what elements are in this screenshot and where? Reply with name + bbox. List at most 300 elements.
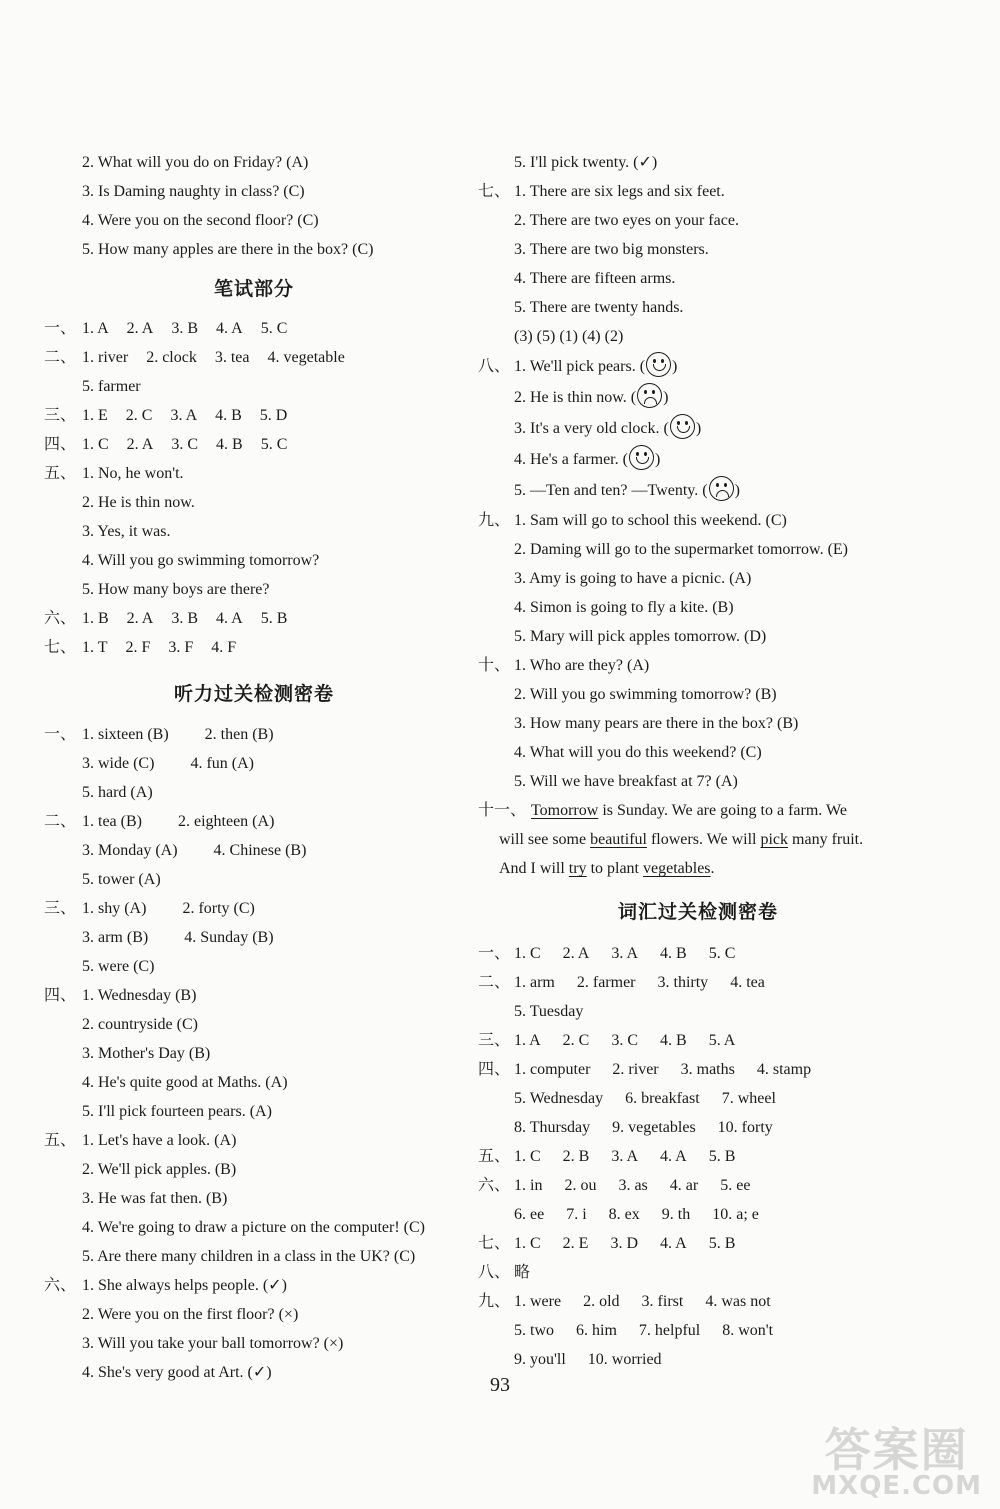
answer-item: 2. river	[612, 1061, 659, 1078]
answer-row	[478, 1142, 918, 1171]
answer-row	[478, 148, 918, 177]
answer-row	[478, 506, 918, 535]
answer-items	[514, 997, 583, 1026]
answer-items	[514, 1142, 735, 1171]
answer-items	[82, 575, 270, 604]
face-answer-text: 4. He's a farmer.	[514, 451, 619, 468]
face-answers-section	[478, 351, 918, 506]
face-answer-text: 5. —Ten and ten? —Twenty.	[514, 482, 699, 499]
answer-item: 4. B	[216, 436, 243, 453]
question-marker: 三、	[44, 407, 77, 424]
answer-row	[478, 622, 918, 651]
question-marker: 八、	[478, 1264, 511, 1281]
answer-items	[514, 1345, 662, 1374]
listening-section	[44, 720, 464, 1387]
answer-item: 4. What will you do this weekend? (C)	[514, 744, 762, 761]
answer-items	[514, 235, 709, 264]
answer-items	[514, 206, 739, 235]
answer-item: 1. No, he won't.	[82, 465, 184, 482]
answer-item: 4. ar	[669, 1177, 699, 1194]
question-marker: 五、	[478, 1148, 511, 1165]
answer-row	[478, 1258, 918, 1287]
answer-items	[514, 1084, 776, 1113]
smiley-face-icon	[670, 414, 695, 439]
answer-items	[82, 459, 184, 488]
answer-items	[514, 177, 725, 206]
answer-row	[44, 1213, 464, 1242]
answer-item: 4. Simon is going to fly a kite. (B)	[514, 599, 734, 616]
face-answer-text: 2. He is thin now.	[514, 389, 627, 406]
answer-item: 9. th	[661, 1206, 691, 1223]
passage-block	[478, 796, 918, 883]
answer-items	[82, 836, 306, 865]
answer-items	[514, 767, 738, 796]
answer-item: 1. A	[514, 1032, 541, 1049]
answer-item: 3. F	[168, 639, 194, 656]
question-marker: 六、	[478, 1177, 511, 1194]
answer-items	[82, 1300, 298, 1329]
answer-items	[82, 865, 161, 894]
answer-item: 7. i	[566, 1206, 587, 1223]
answer-items	[82, 1039, 210, 1068]
question-marker: 四、	[44, 436, 77, 453]
section-heading-vocabulary: 词汇过关检测密卷	[617, 901, 778, 923]
answer-items	[82, 981, 196, 1010]
answer-item: 4. Sunday (B)	[184, 929, 274, 946]
answer-row	[44, 459, 464, 488]
answer-item: 3. wide (C)	[82, 755, 155, 772]
answer-items	[82, 372, 141, 401]
answer-item: 4. She's very good at Art. (✓)	[82, 1364, 272, 1381]
answer-item: 4. Will you go swimming tomorrow?	[82, 552, 320, 569]
passage-line-2: will see some beautiful flowers. We will pick many fruit.	[499, 831, 864, 848]
filled-word: vegetables	[643, 860, 711, 877]
answer-row	[478, 535, 918, 564]
answer-item: 略	[514, 1264, 531, 1281]
watermark-site: MXQE.COM	[811, 1471, 982, 1501]
answer-row	[44, 1300, 464, 1329]
answer-item: 3. C	[611, 1032, 639, 1049]
answer-item: 5. C	[260, 436, 288, 453]
answer-line: 2. What will you do on Friday? (A)	[82, 154, 309, 171]
answer-item: 2. We'll pick apples. (B)	[82, 1161, 237, 1178]
answer-item: 9. you'll	[514, 1351, 566, 1368]
answer-item: 6. breakfast	[625, 1090, 700, 1107]
answer-item: 3. D	[610, 1235, 639, 1252]
answer-item: 5. I'll pick fourteen pears. (A)	[82, 1103, 272, 1120]
question-marker: 九、	[478, 512, 511, 529]
filled-word: Tomorrow	[531, 802, 599, 819]
answer-item: 1. She always helps people. (✓)	[82, 1277, 287, 1294]
answer-row	[44, 1329, 464, 1358]
answer-item: 8. won't	[722, 1322, 774, 1339]
answer-items	[514, 535, 848, 564]
answer-item: 1. C	[514, 1148, 541, 1165]
answer-item: 5. tower (A)	[82, 871, 161, 888]
face-answer-row: 4. He's a farmer. ( )	[478, 444, 918, 475]
face-answer-row: 2. He is thin now. ( )	[478, 382, 918, 413]
answer-item: 1. Let's have a look. (A)	[82, 1132, 237, 1149]
answer-item: 5. Mary will pick apples tomorrow. (D)	[514, 628, 767, 645]
answer-row	[44, 488, 464, 517]
question-marker: 一、	[44, 320, 77, 337]
answer-item: 5. Will we have breakfast at 7? (A)	[514, 773, 738, 790]
answer-item: 8. ex	[608, 1206, 640, 1223]
question-marker: 六、	[44, 1277, 77, 1294]
answer-items	[514, 293, 683, 322]
answer-item: 10. worried	[587, 1351, 662, 1368]
answer-item: 4. B	[660, 945, 687, 962]
answer-row	[44, 604, 464, 633]
answer-row	[478, 1200, 918, 1229]
answer-item: 2. He is thin now.	[82, 494, 195, 511]
answer-row	[478, 293, 918, 322]
question-marker: 二、	[44, 813, 77, 830]
answer-items	[82, 1068, 288, 1097]
answer-items	[514, 968, 765, 997]
answer-item: 4. We're going to draw a picture on the computer! (C)	[82, 1219, 425, 1236]
answer-items	[82, 517, 170, 546]
answer-items	[82, 1126, 236, 1155]
answer-item: 4. was not	[705, 1293, 771, 1310]
answer-row	[478, 564, 918, 593]
answer-item: 3. There are two big monsters.	[514, 241, 709, 258]
smiley-face-icon	[629, 445, 654, 470]
answer-item: 3. A	[170, 407, 198, 424]
answer-item: 2. Will you go swimming tomorrow? (B)	[514, 686, 777, 703]
answer-item: 1. arm	[514, 974, 555, 991]
section-heading-listening: 听力过关检测密卷	[173, 683, 334, 705]
answer-item: 5. Are there many children in a class in the UK? (C)	[82, 1248, 416, 1265]
answer-row	[44, 401, 464, 430]
written-section	[44, 314, 464, 662]
answer-line: 3. Is Daming naughty in class? (C)	[82, 183, 305, 200]
answer-row	[478, 1026, 918, 1055]
answer-item: 3. C	[171, 436, 199, 453]
question-marker: 一、	[44, 726, 77, 743]
answer-row	[44, 1068, 464, 1097]
answer-item: 2. A	[126, 320, 154, 337]
answer-items	[514, 506, 787, 535]
answer-items	[514, 1171, 750, 1200]
answer-item: 2. ou	[564, 1177, 597, 1194]
answer-item: 5. B	[708, 1148, 736, 1165]
answer-items	[514, 1200, 759, 1229]
answer-line: 5. How many apples are there in the box? (C)	[82, 241, 374, 258]
answer-items	[82, 633, 236, 662]
answer-items	[82, 894, 255, 923]
answer-item: 3. maths	[680, 1061, 735, 1078]
answer-item: 2. forty (C)	[182, 900, 255, 917]
answer-item: 5. two	[514, 1322, 554, 1339]
answer-row	[44, 1097, 464, 1126]
answer-item: 1. C	[514, 945, 541, 962]
answer-row	[478, 939, 918, 968]
answer-item: 5. hard (A)	[82, 784, 153, 801]
answer-items	[82, 1155, 236, 1184]
answer-row	[44, 1126, 464, 1155]
watermark-logo	[811, 1423, 982, 1501]
answer-item: 3. Amy is going to have a picnic. (A)	[514, 570, 752, 587]
answer-row	[44, 575, 464, 604]
answer-item: 1. tea (B)	[82, 813, 142, 830]
answer-row	[478, 709, 918, 738]
answer-items	[82, 430, 287, 459]
answer-item: 4. stamp	[756, 1061, 812, 1078]
answer-row	[44, 517, 464, 546]
answer-row	[44, 546, 464, 575]
question-marker: 三、	[478, 1032, 511, 1049]
answer-item: 6. him	[576, 1322, 617, 1339]
answer-item: 5. I'll pick twenty. (✓)	[514, 154, 658, 171]
answer-item: 3. B	[171, 610, 199, 627]
answer-item: 1. computer	[514, 1061, 591, 1078]
answer-row	[478, 177, 918, 206]
question-marker: 一、	[478, 945, 511, 962]
question-marker: 二、	[478, 974, 511, 991]
answer-item: 10. forty	[717, 1119, 773, 1136]
answer-item: 4. He's quite good at Maths. (A)	[82, 1074, 288, 1091]
smiley-face-icon	[646, 352, 671, 377]
answer-item: 1. Wednesday (B)	[82, 987, 197, 1004]
answer-row	[478, 1316, 918, 1345]
answer-items	[82, 1271, 287, 1300]
answer-item: 2. There are two eyes on your face.	[514, 212, 739, 229]
answer-item: 4. A	[660, 1235, 687, 1252]
section-heading-written: 笔试部分	[213, 278, 294, 300]
answer-item: 4. fun (A)	[190, 755, 254, 772]
answer-items	[82, 952, 154, 981]
answer-row	[44, 1155, 464, 1184]
answer-row	[478, 968, 918, 997]
question-marker: 六、	[44, 610, 77, 627]
answer-item: 3. Mother's Day (B)	[82, 1045, 211, 1062]
answer-row	[478, 767, 918, 796]
answer-item: 3. He was fat then. (B)	[82, 1190, 228, 1207]
right-middle-block	[478, 506, 918, 796]
passage-line-1: Tomorrow is Sunday. We are going to a farm. We	[531, 802, 847, 819]
page-number: 93	[490, 1374, 510, 1396]
answer-row	[478, 235, 918, 264]
answer-row	[478, 264, 918, 293]
answer-item: 1. were	[514, 1293, 562, 1310]
answer-item: 3. A	[611, 945, 639, 962]
answer-item: 2. C	[562, 1032, 590, 1049]
question-marker: 五、	[44, 465, 77, 482]
answer-item: 2. A	[126, 610, 154, 627]
answer-item: 1. T	[82, 639, 108, 656]
answer-item: 5. D	[259, 407, 288, 424]
answer-item: 5. B	[708, 1235, 736, 1252]
answer-item: 3. Monday (A)	[82, 842, 178, 859]
answer-row	[478, 206, 918, 235]
answer-items	[514, 322, 623, 351]
answer-item: 3. Will you take your ball tomorrow? (×)	[82, 1335, 344, 1352]
answer-items	[514, 738, 762, 767]
answer-line: 4. Were you on the second floor? (C)	[82, 212, 319, 229]
answer-row	[44, 1010, 464, 1039]
answer-items	[514, 593, 734, 622]
question-marker: 十、	[478, 657, 511, 674]
answer-items	[82, 1242, 415, 1271]
answer-item: 2. A	[126, 436, 154, 453]
answer-items	[82, 749, 254, 778]
answer-row	[44, 981, 464, 1010]
answer-item: 8. Thursday	[514, 1119, 591, 1136]
question-marker: 五、	[44, 1132, 77, 1149]
filled-word: pick	[760, 831, 789, 848]
answer-item: 5. Tuesday	[514, 1003, 584, 1020]
answer-row	[44, 894, 464, 923]
answer-item: 4. B	[660, 1032, 687, 1049]
answer-row	[44, 778, 464, 807]
answer-row	[478, 1229, 918, 1258]
answer-item: 1. There are six legs and six feet.	[514, 183, 725, 200]
answer-item: 2. B	[562, 1148, 590, 1165]
answer-items	[82, 1213, 425, 1242]
answer-item: 2. clock	[146, 349, 197, 366]
answer-row	[44, 1039, 464, 1068]
answer-items	[514, 622, 766, 651]
answer-item: 4. tea	[730, 974, 765, 991]
answer-row	[478, 651, 918, 680]
answer-items	[514, 1055, 811, 1084]
answer-item: 2. farmer	[576, 974, 636, 991]
answer-item: 2. eighteen (A)	[177, 813, 275, 830]
passage-line-3: And I will try to plant vegetables.	[499, 860, 715, 877]
answer-items	[514, 709, 798, 738]
answer-item: 3. first	[641, 1293, 684, 1310]
answer-item: 3. How many pears are there in the box? (B)	[514, 715, 799, 732]
answer-item: 4. A	[216, 610, 243, 627]
answer-item: 3. B	[171, 320, 199, 337]
answer-row	[44, 633, 464, 662]
answer-items	[82, 1010, 198, 1039]
answer-item: (3) (5) (1) (4) (2)	[514, 328, 624, 345]
answer-item: 1. shy (A)	[82, 900, 147, 917]
answer-items	[514, 1258, 530, 1287]
answer-item: 1. C	[514, 1235, 541, 1252]
answer-row	[44, 952, 464, 981]
answer-item: 1. A	[82, 320, 109, 337]
answer-item: 4. F	[211, 639, 237, 656]
answer-item: 5. were (C)	[82, 958, 155, 975]
answer-item: 5. farmer	[82, 378, 141, 395]
answer-row	[478, 1084, 918, 1113]
answer-row	[478, 1287, 918, 1316]
question-marker: 七、	[478, 183, 511, 200]
answer-row	[478, 1171, 918, 1200]
answer-item: 1. E	[82, 407, 108, 424]
left-column	[44, 148, 464, 1387]
answer-items	[514, 1229, 735, 1258]
answer-row	[44, 749, 464, 778]
answer-items	[82, 1097, 272, 1126]
answer-row	[478, 997, 918, 1026]
answer-item: 1. river	[82, 349, 129, 366]
answer-items	[82, 488, 195, 517]
vocabulary-section	[478, 939, 918, 1374]
answer-item: 4. Chinese (B)	[213, 842, 307, 859]
answer-row	[478, 322, 918, 351]
answer-row	[478, 738, 918, 767]
answer-item: 2. countryside (C)	[82, 1016, 198, 1033]
answer-items	[514, 680, 777, 709]
answer-item: 2. E	[562, 1235, 589, 1252]
answer-row	[44, 836, 464, 865]
answer-item: 2. A	[562, 945, 590, 962]
question-marker: 四、	[478, 1061, 511, 1078]
watermark-text: 答案圈	[824, 1423, 969, 1477]
answer-items	[82, 923, 274, 952]
question-marker: 十一、	[478, 802, 527, 819]
answer-item: 2. Daming will go to the supermarket tomorrow. (E)	[514, 541, 848, 558]
answer-item: 7. helpful	[638, 1322, 701, 1339]
answer-items	[82, 401, 287, 430]
answer-item: 2. then (B)	[204, 726, 274, 743]
answer-item: 4. A	[660, 1148, 687, 1165]
answer-items	[514, 264, 675, 293]
answer-row	[478, 680, 918, 709]
answer-item: 3. arm (B)	[82, 929, 149, 946]
answer-items	[514, 651, 649, 680]
answer-items	[82, 343, 345, 372]
answer-row	[478, 1345, 918, 1374]
answer-item: 7. wheel	[721, 1090, 776, 1107]
answer-items	[514, 1287, 771, 1316]
answer-items	[82, 807, 274, 836]
answer-item: 1. Who are they? (A)	[514, 657, 650, 674]
answer-item: 1. B	[82, 610, 109, 627]
answer-item: 5. How many boys are there?	[82, 581, 270, 598]
question-marker: 二、	[44, 349, 77, 366]
sad-face-icon	[637, 383, 662, 408]
answer-row	[44, 865, 464, 894]
filled-word: beautiful	[590, 831, 647, 848]
answer-item: 5. B	[260, 610, 288, 627]
question-marker: 七、	[478, 1235, 511, 1252]
answer-items	[514, 939, 735, 968]
answer-items	[82, 546, 319, 575]
answer-row	[44, 923, 464, 952]
answer-row	[44, 372, 464, 401]
answer-row	[44, 343, 464, 372]
answer-item: 4. B	[215, 407, 242, 424]
question-marker: 七、	[44, 639, 77, 656]
face-answer-text: 1. We'll pick pears.	[514, 358, 636, 375]
answer-row	[44, 430, 464, 459]
face-answer-text: 3. It's a very old clock.	[514, 420, 660, 437]
answer-items	[82, 604, 287, 633]
answer-item: 5. C	[260, 320, 288, 337]
answer-item: 3. Yes, it was.	[82, 523, 171, 540]
question-marker: 九、	[478, 1293, 511, 1310]
answer-items	[82, 778, 153, 807]
answer-row	[44, 314, 464, 343]
answer-items	[82, 1184, 227, 1213]
answer-items	[82, 720, 274, 749]
filled-word: try	[568, 860, 587, 877]
answer-row	[478, 593, 918, 622]
face-answer-row: 八、 1. We'll pick pears. ( )	[478, 351, 918, 382]
answer-items	[514, 564, 751, 593]
answer-item: 1. in	[514, 1177, 543, 1194]
answer-row	[44, 807, 464, 836]
answer-item: 5. Wednesday	[514, 1090, 604, 1107]
answer-items	[82, 1329, 343, 1358]
question-marker: 四、	[44, 987, 77, 1004]
answer-item: 4. There are fifteen arms.	[514, 270, 676, 287]
